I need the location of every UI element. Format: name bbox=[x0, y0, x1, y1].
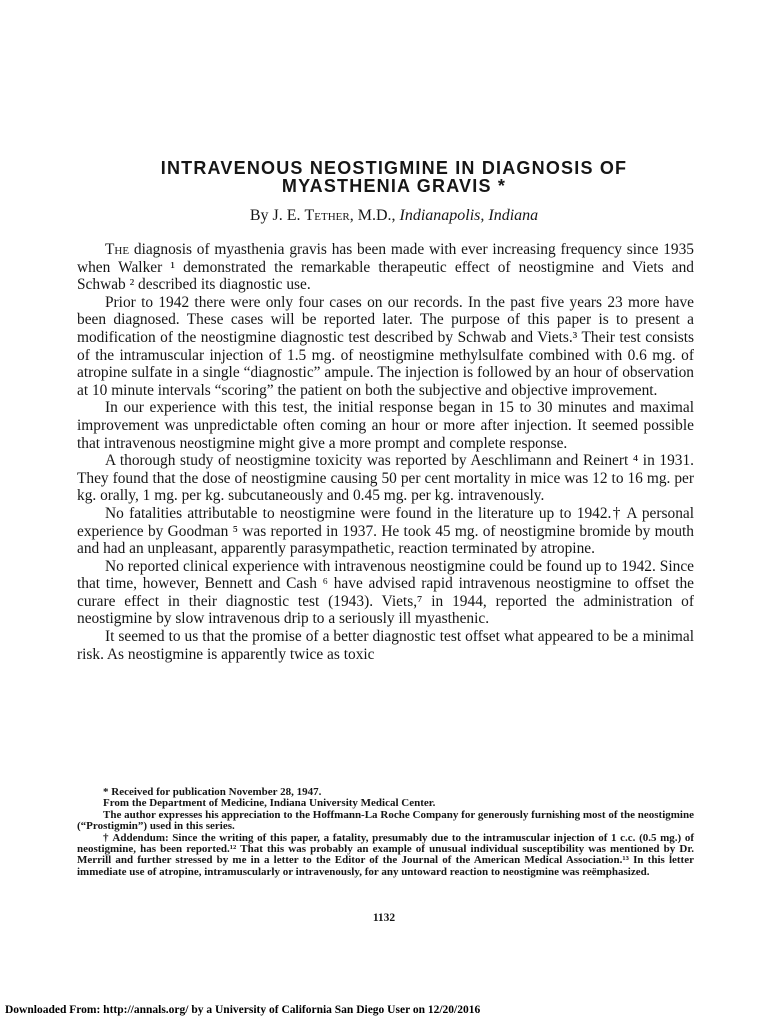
author-byline bbox=[60, 206, 728, 226]
paragraph: Prior to 1942 there were only four cases on our records. In the past five years 23 more have been diagnosed. These cases will be reported later. The purpose of this paper is to present a modification of the neostigmine diagnostic test described by Schwab and Viets.³ Their test consists of the intramuscular injection of 1.5 mg. of neostigmine methylsulfate combined with 0.6 mg. of atropine sulfate in a single “diagnostic” ampule. The injection is followed by an hour of observation at 10 minute intervals “scoring” the patient on both the subjective and objective improvement. bbox=[77, 293, 694, 399]
footnote: From the Department of Medicine, Indiana University Medical Center. bbox=[103, 797, 436, 810]
footnote: * Received for publication November 28, 1947. bbox=[103, 786, 322, 798]
paragraph: No reported clinical experience with intravenous neostigmine could be found up to 1942. Since that time, however, Bennett and Cash ⁶ have advised rapid intravenous neostigmine to offset the curare effect in their diagnostic test (1943). Viets,⁷ in 1944, reported the administration of neostigmine by slow intravenous drip to a seriously ill myasthenic. bbox=[77, 557, 694, 628]
footnote: The author expresses his appreciation to the Hoffmann-La Roche Company for generously furnishing most of the neostigmine (“Prostigmin”) used in this series. bbox=[77, 808, 694, 833]
download-notice: Downloaded From: http://annals.org/ by a University of California San Diego User on 12/20/2016 bbox=[5, 1004, 481, 1016]
byline-prefix: By J. E. bbox=[249, 207, 305, 224]
paragraph bbox=[77, 241, 694, 294]
article-title-line-1: INTRAVENOUS NEOSTIGMINE IN DIAGNOSIS OF bbox=[160, 158, 628, 178]
article-title-line-2: MYASTHENIA GRAVIS * bbox=[281, 176, 507, 196]
paragraph-lead-word: The bbox=[105, 241, 130, 258]
author-surname: Tether bbox=[304, 207, 350, 224]
footnote: † Addendum: Since the writing of this paper, a fatality, presumably due to the intramuscular injection of 1 c.c. (0.5 mg.) of neostigmine, has been reported.¹² That this was probably an example of unusual individual susceptibility was mentioned by Dr. Merrill and further stressed by me in a letter to the Editor of the Journal of the American Medical Association.¹³ In this letter immediate use of atropine, intramuscularly or intravenously, for any untoward reaction to neostigmine was reëmphasized. bbox=[77, 831, 694, 878]
page-number: 1132 bbox=[372, 912, 396, 924]
author-location: Indianapolis, Indiana bbox=[399, 207, 539, 224]
paragraph-text: diagnosis of myasthenia gravis has been made with ever increasing frequency since 1935 when Walker ¹ demonstrated the remarkable therapeutic effect of neostigmine and Viets and Schwab ² described its diagnostic use. bbox=[77, 241, 694, 294]
paragraph: In our experience with this test, the initial response began in 15 to 30 minutes and maximal improvement was unpredictable often coming an hour or more after injection. It seemed possible that intravenous neostigmine might give a more prompt and complete response. bbox=[77, 399, 694, 452]
article-body bbox=[77, 241, 694, 663]
paragraph: It seemed to us that the promise of a better diagnostic test offset what appeared to be a minimal risk. As neostigmine is apparently twice as toxic bbox=[77, 628, 694, 663]
paragraph: No fatalities attributable to neostigmine were found in the literature up to 1942.† A personal experience by Goodman ⁵ was reported in 1937. He took 45 mg. of neostigmine bromide by mouth and had an unpleasant, apparently parasympathetic, reaction terminated by atropine. bbox=[77, 504, 694, 558]
footnotes bbox=[77, 787, 694, 878]
byline-degree: , M.D., bbox=[349, 207, 400, 224]
paragraph: A thorough study of neostigmine toxicity was reported by Aeschlimann and Reinert ⁴ in 1931. They found that the dose of neostigmine causing 50 per cent mortality in mice was 12 to 16 mg. per kg. orally, 1 mg. per kg. subcutaneously and 0.45 mg. per kg. intravenously. bbox=[77, 452, 694, 505]
